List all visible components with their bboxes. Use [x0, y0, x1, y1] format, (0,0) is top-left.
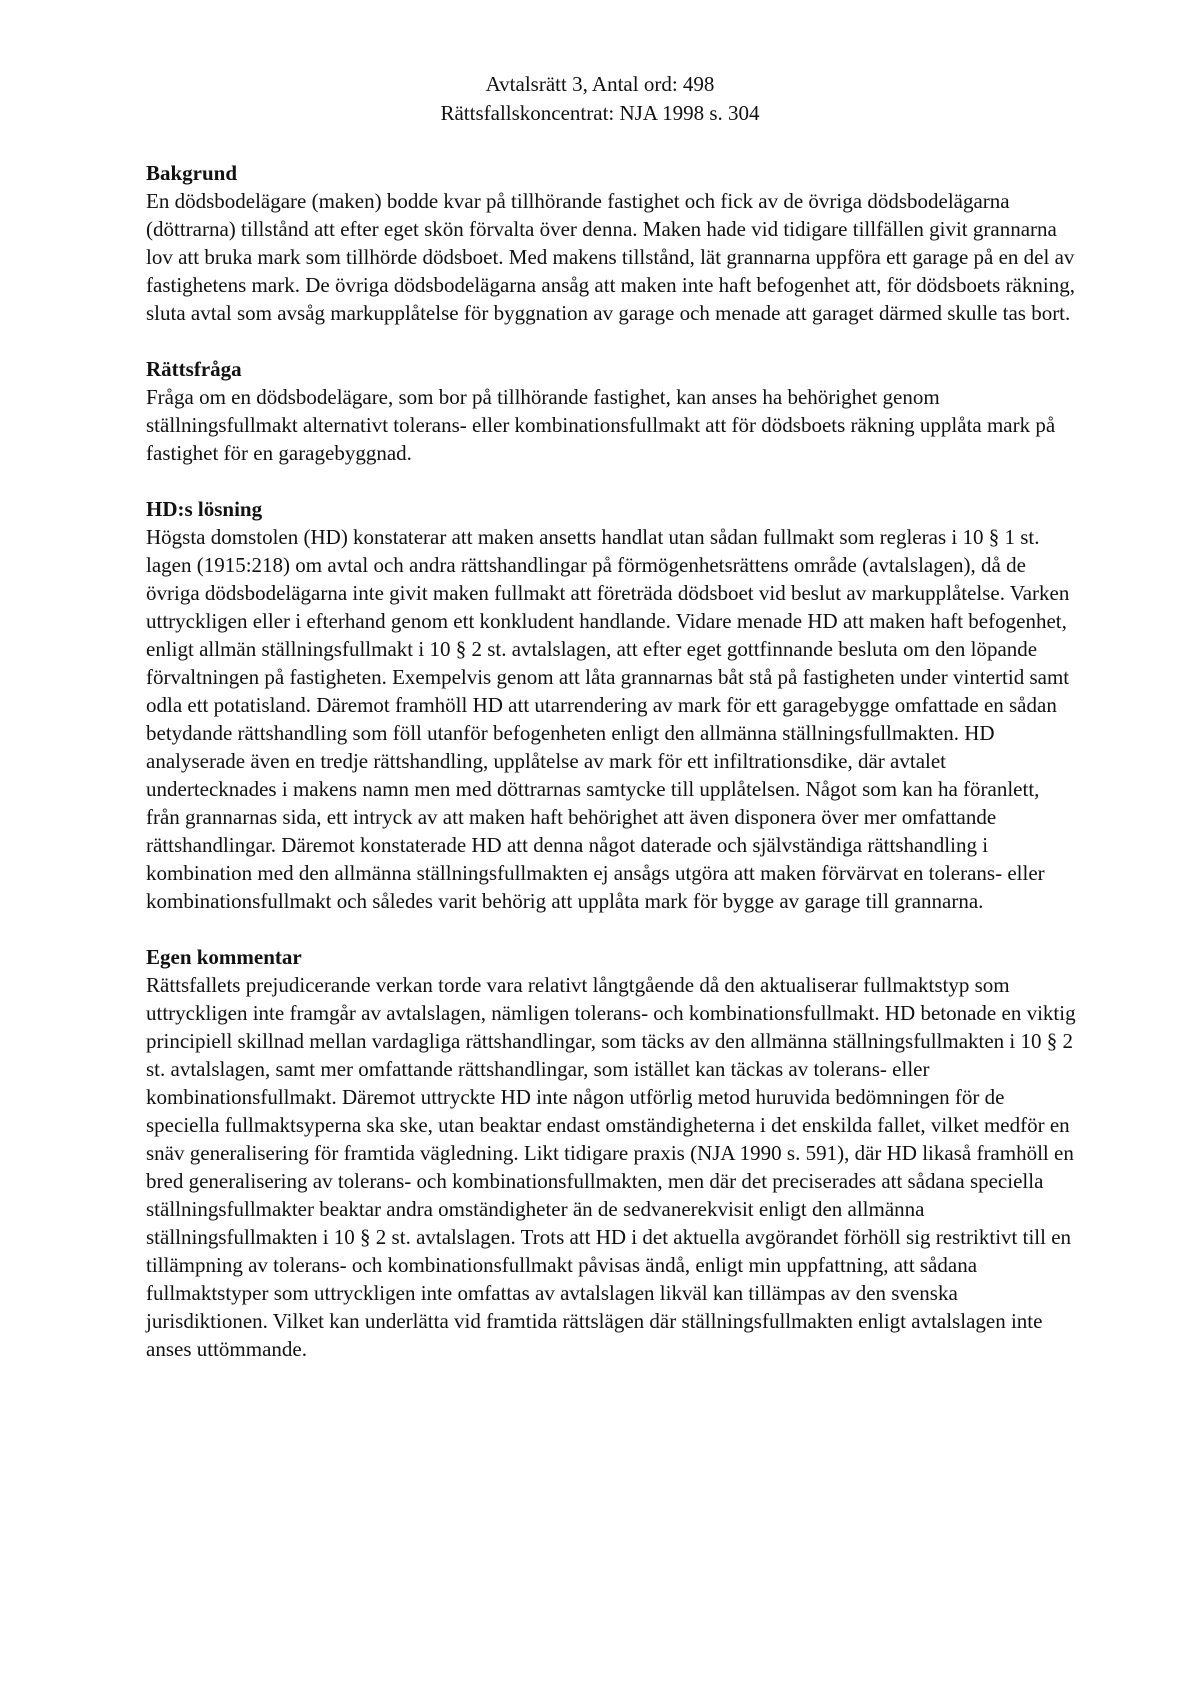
- section-paragraph: Högsta domstolen (HD) konstaterar att maken ansetts handlat utan sådan fullmakt som regleras i 10 § 1 st. lagen (1915:218) om avtal och andra rättshandlingar på förmögenhetsrättens område (avtalslagen), då de övriga dödsbodelägarna inte givit maken fullmakt att företräda dödsboet vid beslut av markupplåtelse. Varken uttryckligen eller i efterhand genom ett konkludent handlande. Vidare menade HD att maken haft befogenhet, enligt allmän ställningsfullmakt i 10 § 2 st. avtalslagen, att efter eget gottfinnande besluta om den löpande förvaltningen på fastigheten. Exempelvis genom att låta grannarnas båt stå på fastigheten under vintertid samt odla ett potatisland. Däremot framhöll HD att utarrendering av mark för ett garagebygge omfattade en sådan betydande rättshandling som föll utanför befogenheten enligt den allmänna ställningsfullmakten. HD analyserade även en tredje rättshandling, upplåtelse av mark för ett infiltrationsdike, där avtalet undertecknades i makens namn men med döttrarnas samtycke till upplåtelsen. Något som kan ha föranlett, från grannarnas sida, ett intryck av att maken haft behörighet att även disponera över mer omfattande rättshandlingar. Däremot konstaterade HD att denna något daterade och självständiga rättshandling i kombination med den allmänna ställningsfullmakten ej ansågs utgöra att maken förvärvat en tolerans- eller kombinationsfullmakt och således varit behörig att upplåta mark för bygge av garage till grannarna.: [146, 525, 1070, 913]
- section-hd-losning: [146, 495, 1076, 915]
- section-paragraph: Rättsfallets prejudicerande verkan torde vara relativt långtgående då den aktualiserar fullmaktstyp som uttryckligen inte framgår av avtalslagen, nämligen tolerans- och kombinationsfullmakt. HD betonade en viktig principiell skillnad mellan vardagliga rättshandlingar, som täcks av den allmänna ställningsfullmakten i 10 § 2 st. avtalslagen, samt mer omfattande rättshandlingar, som istället kan täckas av tolerans- eller kombinationsfullmakt. Däremot uttryckte HD inte någon utförlig metod huruvida bedömningen för de speciella fullmaktsyperna ska ske, utan beaktar endast omständigheterna i det enskilda fallet, vilket medför en snäv generalisering för framtida vägledning. Likt tidigare praxis (NJA 1990 s. 591), där HD likaså framhöll en bred generalisering av tolerans- och kombinationsfullmakten, men där det preciserades att sådana speciella ställningsfullmakter beaktar andra omständigheter än de sedvanerekvisit enligt den allmänna ställningsfullmakten i 10 § 2 st. avtalslagen. Trots att HD i det aktuella avgörandet förhöll sig restriktivt till en tillämpning av tolerans- och kombinationsfullmakt påvisas ändå, enligt min uppfattning, att sådana fullmaktstyper som uttryckligen inte omfattas av avtalslagen likväl kan tillämpas av den svenska jurisdiktionen. Vilket kan underlätta vid framtida rättslägen där ställningsfullmakten enligt avtalslagen inte anses uttömmande.: [146, 973, 1076, 1361]
- section-heading: HD:s lösning: [146, 497, 263, 521]
- section-heading: Rättsfråga: [146, 357, 242, 381]
- document-header: [0, 70, 1200, 128]
- section-heading: Bakgrund: [146, 161, 238, 185]
- section-heading: Egen kommentar: [146, 945, 302, 969]
- section-egen-kommentar: [146, 943, 1076, 1363]
- header-title-line: Avtalsrätt 3, Antal ord: 498: [485, 72, 715, 96]
- section-paragraph: En dödsbodelägare (maken) bodde kvar på tillhörande fastighet och fick av de övriga dödsbodelägarna (döttrarna) tillstånd att efter eget skön förvalta över denna. Maken hade vid tidigare tillfällen givit grannarna lov att bruka mark som tillhörde dödsboet. Med makens tillstånd, lät grannarna uppföra ett garage på en del av fastighetens mark. De övriga dödsbodelägarna ansåg att maken inte haft befogenhet att, för dödsboets räkning, sluta avtal som avsåg markupplåtelse för byggnation av garage och menade att garaget därmed skulle tas bort.: [146, 189, 1075, 325]
- section-paragraph: Fråga om en dödsbodelägare, som bor på tillhörande fastighet, kan anses ha behörighet genom ställningsfullmakt alternativt tolerans- eller kombinationsfullmakt att för dödsboets räkning upplåta mark på fastighet för en garagebyggnad.: [146, 385, 1056, 465]
- header-subtitle-line: Rättsfallskoncentrat: NJA 1998 s. 304: [440, 101, 760, 125]
- section-rattsfraga: [146, 355, 1076, 467]
- document-body: [146, 159, 1076, 1391]
- section-bakgrund: [146, 159, 1076, 327]
